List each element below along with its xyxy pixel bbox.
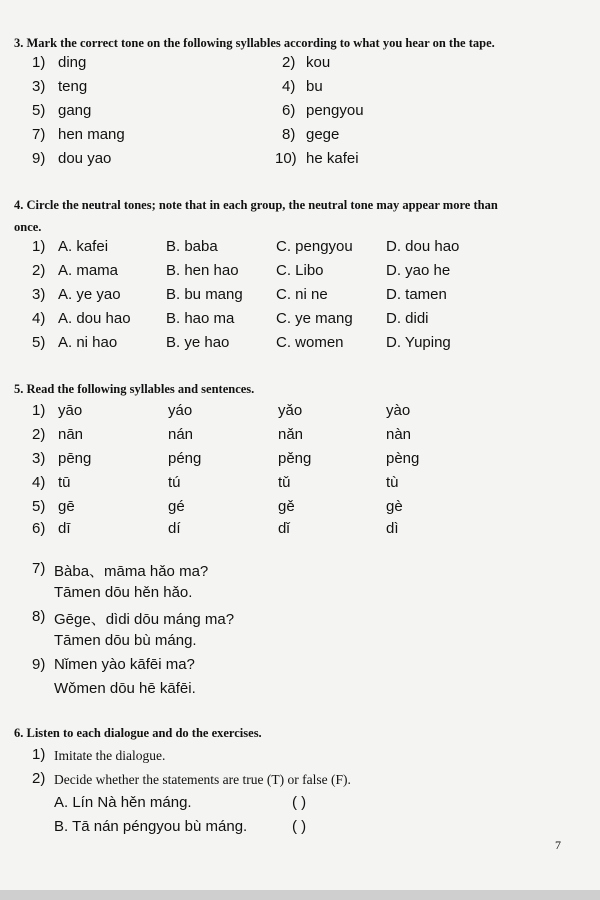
- syllable-tone-4: gè: [386, 498, 403, 515]
- list-item: [0, 262, 600, 286]
- syllable-tone-3: yǎo: [278, 402, 303, 419]
- statement-text: B. Tā nán péngyou bù máng.: [54, 818, 248, 835]
- list-item: [0, 474, 600, 498]
- syllable-tone-3: tǔ: [278, 474, 291, 491]
- list-item: [0, 310, 600, 334]
- syllable-tone-1: tū: [58, 474, 71, 491]
- option-b: B. hao ma: [166, 310, 235, 327]
- sentence-question: Gēge、dìdi dōu máng ma?: [54, 611, 235, 628]
- item-number: 1): [32, 402, 46, 419]
- option-b: B. hen hao: [166, 262, 239, 279]
- list-item: [0, 286, 600, 310]
- option-b: B. baba: [166, 238, 218, 255]
- sentence-answer-row: [0, 584, 600, 608]
- sentence-item: [0, 560, 600, 584]
- list-item: [0, 498, 600, 522]
- list-item: [0, 54, 600, 78]
- item-number: 4): [32, 310, 46, 327]
- option-d: D. dou hao: [386, 238, 460, 255]
- item-number: 3): [32, 286, 46, 303]
- item-number: 5): [32, 102, 46, 119]
- statement-text: A. Lín Nà hěn máng.: [54, 794, 192, 811]
- syllable: he kafei: [306, 150, 359, 167]
- list-item: [0, 450, 600, 474]
- list-item: [0, 78, 600, 102]
- sentence-item: [0, 656, 600, 680]
- sentence-question: Nǐmen yào kāfēi ma?: [54, 656, 195, 673]
- page-number: 7: [555, 838, 561, 852]
- item-number: 2): [282, 54, 296, 71]
- statement-row: [0, 818, 600, 842]
- syllable: teng: [58, 78, 88, 95]
- syllable-tone-2: péng: [168, 450, 202, 467]
- syllable-tone-3: pěng: [278, 450, 312, 467]
- syllable-tone-2: gé: [168, 498, 185, 515]
- item-number: 4): [32, 474, 46, 491]
- sentence-answer: Tāmen dōu bù máng.: [54, 632, 197, 649]
- syllable-tone-3: gě: [278, 498, 295, 515]
- syllable-tone-1: nān: [58, 426, 84, 443]
- item-number: 10): [275, 150, 297, 167]
- answer-blank[interactable]: ( ): [292, 818, 307, 835]
- syllable-tone-4: pèng: [386, 450, 420, 467]
- item-number: 5): [32, 334, 46, 351]
- option-d: D. yao he: [386, 262, 451, 279]
- syllable: hen mang: [58, 126, 125, 143]
- syllable-tone-2: yáo: [168, 402, 193, 419]
- sentence-item: [0, 608, 600, 632]
- syllable-tone-4: dì: [386, 520, 399, 537]
- syllable-tone-3: nǎn: [278, 426, 304, 443]
- list-item: [0, 746, 600, 770]
- option-c: C. ni ne: [276, 286, 328, 303]
- option-d: D. tamen: [386, 286, 447, 303]
- syllable: dou yao: [58, 150, 112, 167]
- item-number: 4): [282, 78, 296, 95]
- option-b: B. bu mang: [166, 286, 243, 303]
- list-item: [0, 102, 600, 126]
- sentence-answer-row: [0, 680, 600, 704]
- syllable-tone-4: tù: [386, 474, 399, 491]
- exercise-4-heading-cont: once.: [14, 220, 42, 234]
- option-a: A. ni hao: [58, 334, 118, 351]
- syllable: bu: [306, 78, 323, 95]
- option-d: D. Yuping: [386, 334, 451, 351]
- option-a: A. kafei: [58, 238, 109, 255]
- list-item: [0, 402, 600, 426]
- item-number: 9): [32, 150, 46, 167]
- item-number: 8): [282, 126, 296, 143]
- list-item: [0, 238, 600, 262]
- item-number: 7): [32, 560, 46, 577]
- item-number: 3): [32, 450, 46, 467]
- syllable-tone-3: dǐ: [278, 520, 290, 537]
- syllable-tone-4: nàn: [386, 426, 412, 443]
- item-number: 2): [32, 770, 46, 787]
- page-edge-shadow: [0, 890, 600, 900]
- item-number: 8): [32, 608, 46, 625]
- option-c: C. Libo: [276, 262, 324, 279]
- syllable: gege: [306, 126, 340, 143]
- item-number: 6): [32, 520, 46, 537]
- answer-blank[interactable]: ( ): [292, 794, 307, 811]
- item-number: 7): [32, 126, 46, 143]
- syllable: kou: [306, 54, 331, 71]
- list-item: [0, 426, 600, 450]
- syllable-tone-1: dī: [58, 520, 71, 537]
- option-a: A. mama: [58, 262, 119, 279]
- item-number: 6): [282, 102, 296, 119]
- exercise-4-heading: 4. Circle the neutral tones; note that in each group, the neutral tone may appear more than: [14, 198, 498, 212]
- exercise-3-heading: 3. Mark the correct tone on the following syllables according to what you hear on the tape.: [14, 36, 495, 50]
- option-d: D. didi: [386, 310, 429, 327]
- sentence-question: Bàba、māma hǎo ma?: [54, 563, 209, 580]
- sentence-answer: Tāmen dōu hěn hǎo.: [54, 584, 193, 601]
- item-number: 5): [32, 498, 46, 515]
- syllable: ding: [58, 54, 87, 71]
- syllable-tone-2: tú: [168, 474, 181, 491]
- instruction-text: Imitate the dialogue.: [54, 748, 166, 763]
- exercise-6-heading: 6. Listen to each dialogue and do the exercises.: [14, 726, 262, 740]
- list-item: [0, 520, 600, 544]
- list-item: [0, 770, 600, 794]
- statement-row: [0, 794, 600, 818]
- syllable-tone-4: yào: [386, 402, 411, 419]
- option-a: A. dou hao: [58, 310, 131, 327]
- sentence-answer: Wǒmen dōu hē kāfēi.: [54, 680, 196, 697]
- syllable: gang: [58, 102, 92, 119]
- syllable-tone-2: nán: [168, 426, 194, 443]
- item-number: 1): [32, 746, 46, 763]
- item-number: 9): [32, 656, 46, 673]
- syllable-tone-1: yāo: [58, 402, 83, 419]
- list-item: [0, 126, 600, 150]
- option-c: C. ye mang: [276, 310, 353, 327]
- option-c: C. women: [276, 334, 344, 351]
- item-number: 2): [32, 426, 46, 443]
- syllable-tone-2: dí: [168, 520, 181, 537]
- item-number: 1): [32, 54, 46, 71]
- item-number: 2): [32, 262, 46, 279]
- option-b: B. ye hao: [166, 334, 230, 351]
- sentence-answer-row: [0, 632, 600, 656]
- syllable: pengyou: [306, 102, 364, 119]
- list-item: [0, 150, 600, 174]
- exercise-5-heading: 5. Read the following syllables and sentences.: [14, 382, 255, 396]
- list-item: [0, 334, 600, 358]
- syllable-tone-1: pēng: [58, 450, 92, 467]
- item-number: 1): [32, 238, 46, 255]
- instruction-text: Decide whether the statements are true (T) or false (F).: [54, 772, 351, 787]
- item-number: 3): [32, 78, 46, 95]
- option-a: A. ye yao: [58, 286, 121, 303]
- option-c: C. pengyou: [276, 238, 353, 255]
- syllable-tone-1: gē: [58, 498, 75, 515]
